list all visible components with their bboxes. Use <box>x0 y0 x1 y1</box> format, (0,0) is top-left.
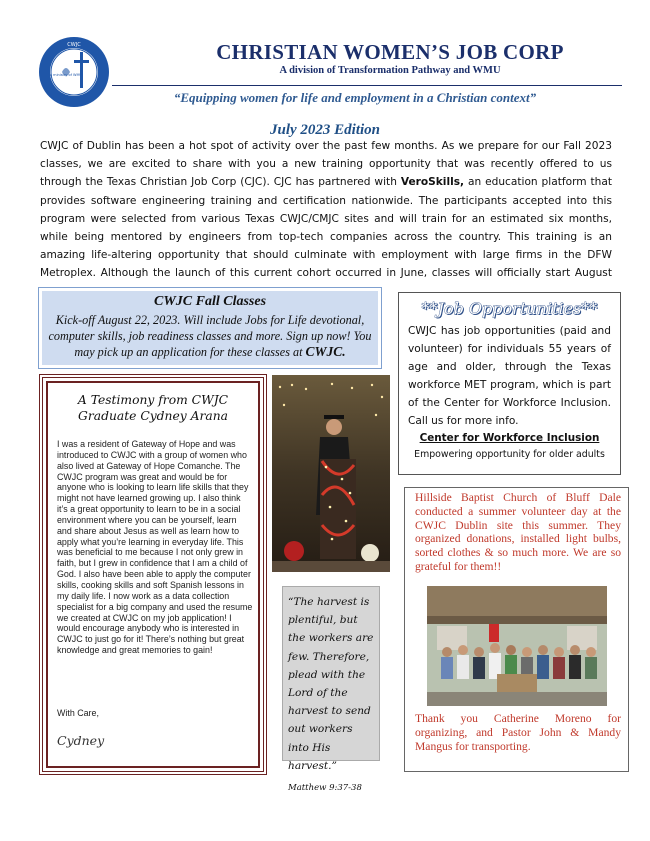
workforce-inclusion-tagline: Empowering opportunity for older adults <box>414 449 605 460</box>
fall-classes-emph: CWJC. <box>305 344 346 359</box>
edition-heading: July 2023 Edition <box>269 122 381 138</box>
veroskills-bold: VeroSkills, <box>400 176 465 189</box>
scripture-reference: Matthew 9:37-38 <box>288 783 362 794</box>
job-opportunities-box <box>398 292 621 475</box>
fall-classes-box <box>38 287 382 369</box>
intro-text-2: an education platform that provides software engineering training and certification nationwide. The participants accepted into this program were selected from various Texas CWJC/CMJC sites and will train for an estimated six months, while being mentored by engineers from top-tech companies across the country. This training is an amazing life-altering opportunity that should culminate with employment with large firms in the DFW Metroplex. Although the launch of this current cohort occurred in June, classes will officially start August <box>40 176 612 280</box>
workforce-inclusion-link[interactable]: Center for Workforce Inclusion <box>419 432 600 444</box>
intro-paragraph <box>40 137 612 301</box>
fall-classes-text: Kick-off August 22, 2023. Will include Jobs for Life devotional, computer skills, job readiness classes and more. Sign up now! You may pick up an application for these classes at <box>48 313 372 359</box>
intro-text-1: CWJC of Dublin has been a hot spot of activity over the past few months. As we prepare for our Fall 2023 classes, we are excited to share with you a new training opportunity that was recently offered to us through the Texas Christian Job Corp (CJC). CJC has partnered with <box>40 140 612 189</box>
testimony-closing: With Care, <box>57 708 99 718</box>
testimony-box <box>39 374 267 775</box>
fall-classes-body <box>42 312 378 360</box>
graduate-speaking-photo <box>272 375 390 572</box>
scripture-quote: “The harvest is plentiful, but the workers are few. Therefore, plead with the Lord of the harvest to send out workers into His harvest.” <box>288 596 374 772</box>
scripture-quote-box <box>282 586 380 794</box>
tagline: “Equipping women for life and employment in a Christian context” <box>173 90 537 105</box>
testimony-body: I was a resident of Gateway of Hope and was introduced to CWJC with a group of women who also lived at Gateway of Hope Comanche. The CWJC program was great and would be for anyone who is looking to learn life skills that they might not have learned growing up. I also think it’s a great opportunity to learn to be in a social environment where you can be yourself, learn and share about Jesus as well as learn how to apply what you’re learning in everyday life. This was beneficial to me because I not only grew in faith, but I grew in confidence that I am a child of God. I also have been able to apply the computer skills, cooking skills and soft Spanish lessons in my daily life. I now work as a data collection specialist for a big company and used the resume we created at CWJC on my job application! I would encourage anybody who is interested in CWJC to just go for it! There’s nothing but great knowledge and great memories to gain! <box>57 439 253 656</box>
hillside-church-box <box>404 487 629 772</box>
logo-inner-text: a ministry of WMU <box>49 73 83 77</box>
hillside-church-text: Hillside Baptist Church of Bluff Dale conducted a summer volunteer day at the CWJC Dublin site this summer. They organized donations, installed light bulbs, sorted clothes & so much more. We are so grateful for them!! <box>415 491 621 573</box>
org-title: CHRISTIAN WOMEN’S JOB CORP <box>216 40 564 64</box>
svg-text:CWJC: CWJC <box>67 42 81 48</box>
volunteer-group-photo <box>427 586 607 706</box>
hillside-thanks-text: Thank you Catherine Moreno for organizing, and Pastor John & Mandy Mangus for transporting. <box>415 712 621 753</box>
testimony-title: A Testimony from CWJC Graduate Cydney Arana <box>77 393 229 423</box>
header-divider <box>112 85 622 86</box>
testimony-signature: Cydney <box>57 733 105 748</box>
job-opportunities-body: CWJC has job opportunities (paid and volunteer) for individuals 55 years of age and older, through the Texas workforce MET program, which is part of the Center for Workforce Inclusion. Call us for more info. <box>408 325 611 427</box>
fall-classes-title: CWJC Fall Classes <box>153 294 267 309</box>
org-subtitle: A division of Transformation Pathway and WMU <box>279 65 501 76</box>
job-opportunities-title: **Job Opportunities** <box>421 299 598 318</box>
